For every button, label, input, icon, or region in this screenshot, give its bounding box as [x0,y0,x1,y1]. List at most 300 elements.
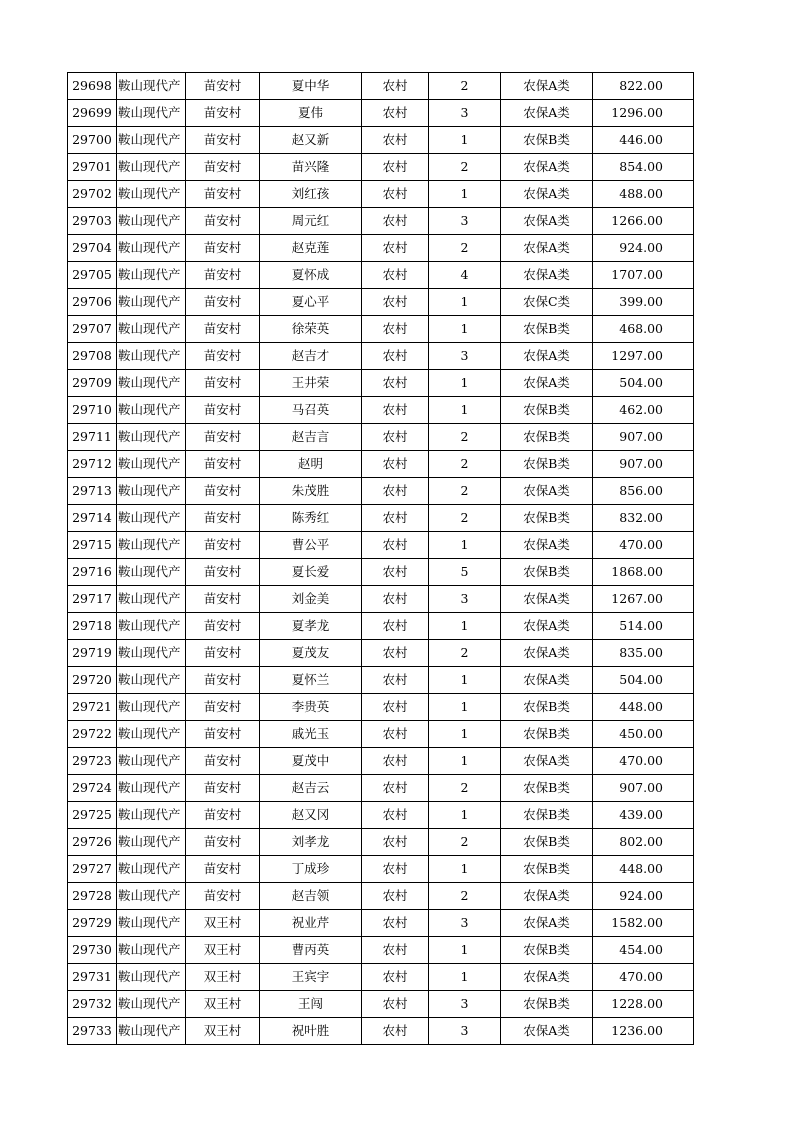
village-cell: 苗安村 [186,829,260,856]
record-id-cell: 29715 [68,532,117,559]
amount-cell: 514.00 [593,613,694,640]
amount-cell: 504.00 [593,667,694,694]
amount-cell: 1267.00 [593,586,694,613]
household-type-cell: 农村 [362,802,429,829]
subsidy-table [67,72,694,1045]
table-row [68,721,694,748]
household-type-cell: 农村 [362,100,429,127]
record-id-cell: 29730 [68,937,117,964]
village-cell: 苗安村 [186,235,260,262]
category-cell: 农保B类 [501,937,593,964]
record-id-cell: 29714 [68,505,117,532]
name-cell: 祝业芹 [260,910,362,937]
name-cell: 朱茂胜 [260,478,362,505]
household-type-cell: 农村 [362,991,429,1018]
household-type-cell: 农村 [362,910,429,937]
record-id-cell: 29701 [68,154,117,181]
name-cell: 赵吉云 [260,775,362,802]
village-cell: 苗安村 [186,343,260,370]
category-cell: 农保B类 [501,694,593,721]
record-id-cell: 29722 [68,721,117,748]
record-id-cell: 29713 [68,478,117,505]
amount-cell: 832.00 [593,505,694,532]
household-type-cell: 农村 [362,613,429,640]
amount-cell: 907.00 [593,451,694,478]
category-cell: 农保A类 [501,100,593,127]
category-cell: 农保A类 [501,235,593,262]
member-count-cell: 1 [429,370,501,397]
table-row [68,586,694,613]
amount-cell: 399.00 [593,289,694,316]
member-count-cell: 3 [429,586,501,613]
member-count-cell: 2 [429,73,501,100]
name-cell: 丁成珍 [260,856,362,883]
household-type-cell: 农村 [362,667,429,694]
member-count-cell: 1 [429,613,501,640]
table-row [68,100,694,127]
record-id-cell: 29703 [68,208,117,235]
amount-cell: 448.00 [593,856,694,883]
name-cell: 赵明 [260,451,362,478]
member-count-cell: 1 [429,721,501,748]
name-cell: 李贵英 [260,694,362,721]
category-cell: 农保A类 [501,640,593,667]
region-cell: 鞍山现代产 [117,262,186,289]
record-id-cell: 29729 [68,910,117,937]
table-row [68,478,694,505]
record-id-cell: 29719 [68,640,117,667]
category-cell: 农保B类 [501,856,593,883]
household-type-cell: 农村 [362,154,429,181]
table-row [68,235,694,262]
village-cell: 双王村 [186,1018,260,1045]
category-cell: 农保B类 [501,559,593,586]
region-cell: 鞍山现代产 [117,343,186,370]
table-row [68,694,694,721]
village-cell: 苗安村 [186,316,260,343]
household-type-cell: 农村 [362,964,429,991]
region-cell: 鞍山现代产 [117,694,186,721]
category-cell: 农保A类 [501,883,593,910]
category-cell: 农保B类 [501,451,593,478]
name-cell: 夏心平 [260,289,362,316]
category-cell: 农保B类 [501,397,593,424]
amount-cell: 1868.00 [593,559,694,586]
record-id-cell: 29727 [68,856,117,883]
name-cell: 赵吉言 [260,424,362,451]
village-cell: 苗安村 [186,505,260,532]
category-cell: 农保A类 [501,964,593,991]
name-cell: 王闯 [260,991,362,1018]
household-type-cell: 农村 [362,451,429,478]
household-type-cell: 农村 [362,937,429,964]
village-cell: 苗安村 [186,532,260,559]
amount-cell: 454.00 [593,937,694,964]
name-cell: 赵吉领 [260,883,362,910]
village-cell: 苗安村 [186,127,260,154]
region-cell: 鞍山现代产 [117,127,186,154]
member-count-cell: 1 [429,289,501,316]
village-cell: 苗安村 [186,883,260,910]
household-type-cell: 农村 [362,505,429,532]
member-count-cell: 2 [429,424,501,451]
village-cell: 苗安村 [186,424,260,451]
region-cell: 鞍山现代产 [117,1018,186,1045]
amount-cell: 470.00 [593,964,694,991]
record-id-cell: 29717 [68,586,117,613]
record-id-cell: 29699 [68,100,117,127]
table-row [68,667,694,694]
amount-cell: 470.00 [593,532,694,559]
category-cell: 农保A类 [501,478,593,505]
region-cell: 鞍山现代产 [117,991,186,1018]
region-cell: 鞍山现代产 [117,829,186,856]
region-cell: 鞍山现代产 [117,208,186,235]
region-cell: 鞍山现代产 [117,316,186,343]
category-cell: 农保B类 [501,316,593,343]
region-cell: 鞍山现代产 [117,559,186,586]
member-count-cell: 2 [429,235,501,262]
village-cell: 苗安村 [186,856,260,883]
name-cell: 王井荣 [260,370,362,397]
record-id-cell: 29723 [68,748,117,775]
member-count-cell: 1 [429,964,501,991]
category-cell: 农保A类 [501,370,593,397]
name-cell: 刘孝龙 [260,829,362,856]
household-type-cell: 农村 [362,127,429,154]
village-cell: 苗安村 [186,154,260,181]
region-cell: 鞍山现代产 [117,505,186,532]
household-type-cell: 农村 [362,370,429,397]
name-cell: 赵又冈 [260,802,362,829]
table-row [68,883,694,910]
village-cell: 苗安村 [186,289,260,316]
amount-cell: 1236.00 [593,1018,694,1045]
table-row [68,316,694,343]
region-cell: 鞍山现代产 [117,73,186,100]
region-cell: 鞍山现代产 [117,289,186,316]
name-cell: 赵吉才 [260,343,362,370]
member-count-cell: 1 [429,316,501,343]
member-count-cell: 3 [429,208,501,235]
member-count-cell: 1 [429,667,501,694]
table-row [68,802,694,829]
record-id-cell: 29712 [68,451,117,478]
household-type-cell: 农村 [362,532,429,559]
village-cell: 苗安村 [186,748,260,775]
amount-cell: 835.00 [593,640,694,667]
name-cell: 祝叶胜 [260,1018,362,1045]
amount-cell: 470.00 [593,748,694,775]
region-cell: 鞍山现代产 [117,532,186,559]
amount-cell: 802.00 [593,829,694,856]
household-type-cell: 农村 [362,829,429,856]
member-count-cell: 2 [429,505,501,532]
table-row [68,1018,694,1045]
amount-cell: 1266.00 [593,208,694,235]
household-type-cell: 农村 [362,640,429,667]
household-type-cell: 农村 [362,1018,429,1045]
amount-cell: 446.00 [593,127,694,154]
name-cell: 马召英 [260,397,362,424]
record-id-cell: 29724 [68,775,117,802]
category-cell: 农保B类 [501,802,593,829]
record-id-cell: 29705 [68,262,117,289]
category-cell: 农保A类 [501,910,593,937]
member-count-cell: 1 [429,127,501,154]
name-cell: 夏孝龙 [260,613,362,640]
record-id-cell: 29726 [68,829,117,856]
record-id-cell: 29718 [68,613,117,640]
name-cell: 苗兴隆 [260,154,362,181]
region-cell: 鞍山现代产 [117,910,186,937]
category-cell: 农保B类 [501,127,593,154]
name-cell: 周元红 [260,208,362,235]
member-count-cell: 2 [429,451,501,478]
table-row [68,208,694,235]
category-cell: 农保A类 [501,748,593,775]
household-type-cell: 农村 [362,397,429,424]
record-id-cell: 29716 [68,559,117,586]
village-cell: 苗安村 [186,370,260,397]
household-type-cell: 农村 [362,316,429,343]
village-cell: 苗安村 [186,262,260,289]
category-cell: 农保A类 [501,262,593,289]
region-cell: 鞍山现代产 [117,721,186,748]
village-cell: 苗安村 [186,640,260,667]
member-count-cell: 1 [429,748,501,775]
household-type-cell: 农村 [362,289,429,316]
household-type-cell: 农村 [362,748,429,775]
region-cell: 鞍山现代产 [117,640,186,667]
category-cell: 农保B类 [501,721,593,748]
household-type-cell: 农村 [362,343,429,370]
category-cell: 农保A类 [501,208,593,235]
region-cell: 鞍山现代产 [117,235,186,262]
village-cell: 双王村 [186,964,260,991]
village-cell: 苗安村 [186,775,260,802]
household-type-cell: 农村 [362,478,429,505]
household-type-cell: 农村 [362,73,429,100]
village-cell: 苗安村 [186,721,260,748]
category-cell: 农保A类 [501,667,593,694]
table-row [68,532,694,559]
table-row [68,910,694,937]
table-row [68,451,694,478]
region-cell: 鞍山现代产 [117,667,186,694]
table-row [68,856,694,883]
member-count-cell: 1 [429,937,501,964]
village-cell: 苗安村 [186,694,260,721]
name-cell: 刘红孩 [260,181,362,208]
amount-cell: 924.00 [593,883,694,910]
record-id-cell: 29733 [68,1018,117,1045]
member-count-cell: 2 [429,478,501,505]
record-id-cell: 29731 [68,964,117,991]
amount-cell: 504.00 [593,370,694,397]
village-cell: 苗安村 [186,73,260,100]
village-cell: 苗安村 [186,208,260,235]
member-count-cell: 1 [429,397,501,424]
household-type-cell: 农村 [362,694,429,721]
name-cell: 曹丙英 [260,937,362,964]
member-count-cell: 1 [429,856,501,883]
member-count-cell: 3 [429,100,501,127]
table-row [68,775,694,802]
category-cell: 农保A类 [501,343,593,370]
table-row [68,127,694,154]
name-cell: 赵又新 [260,127,362,154]
member-count-cell: 3 [429,1018,501,1045]
village-cell: 苗安村 [186,667,260,694]
village-cell: 苗安村 [186,100,260,127]
record-id-cell: 29728 [68,883,117,910]
table-row [68,505,694,532]
member-count-cell: 3 [429,910,501,937]
member-count-cell: 2 [429,154,501,181]
category-cell: 农保B类 [501,505,593,532]
name-cell: 夏中华 [260,73,362,100]
record-id-cell: 29732 [68,991,117,1018]
amount-cell: 450.00 [593,721,694,748]
name-cell: 戚光玉 [260,721,362,748]
name-cell: 徐荣英 [260,316,362,343]
name-cell: 刘金美 [260,586,362,613]
category-cell: 农保A类 [501,154,593,181]
record-id-cell: 29698 [68,73,117,100]
table-row [68,343,694,370]
member-count-cell: 3 [429,991,501,1018]
member-count-cell: 1 [429,694,501,721]
table-row [68,370,694,397]
village-cell: 苗安村 [186,397,260,424]
record-id-cell: 29725 [68,802,117,829]
table-row [68,829,694,856]
record-id-cell: 29710 [68,397,117,424]
village-cell: 双王村 [186,991,260,1018]
record-id-cell: 29711 [68,424,117,451]
household-type-cell: 农村 [362,559,429,586]
region-cell: 鞍山现代产 [117,154,186,181]
region-cell: 鞍山现代产 [117,370,186,397]
amount-cell: 1297.00 [593,343,694,370]
category-cell: 农保B类 [501,991,593,1018]
table-row [68,262,694,289]
amount-cell: 1582.00 [593,910,694,937]
household-type-cell: 农村 [362,424,429,451]
household-type-cell: 农村 [362,208,429,235]
amount-cell: 854.00 [593,154,694,181]
region-cell: 鞍山现代产 [117,964,186,991]
category-cell: 农保A类 [501,73,593,100]
table-row [68,640,694,667]
record-id-cell: 29706 [68,289,117,316]
member-count-cell: 2 [429,829,501,856]
amount-cell: 1228.00 [593,991,694,1018]
amount-cell: 907.00 [593,424,694,451]
table-row [68,73,694,100]
amount-cell: 907.00 [593,775,694,802]
table-row [68,991,694,1018]
table-row [68,964,694,991]
record-id-cell: 29707 [68,316,117,343]
category-cell: 农保A类 [501,586,593,613]
name-cell: 夏茂友 [260,640,362,667]
amount-cell: 468.00 [593,316,694,343]
region-cell: 鞍山现代产 [117,613,186,640]
table-row [68,937,694,964]
household-type-cell: 农村 [362,235,429,262]
household-type-cell: 农村 [362,262,429,289]
name-cell: 陈秀红 [260,505,362,532]
category-cell: 农保B类 [501,829,593,856]
record-id-cell: 29721 [68,694,117,721]
record-id-cell: 29704 [68,235,117,262]
household-type-cell: 农村 [362,721,429,748]
record-id-cell: 29708 [68,343,117,370]
category-cell: 农保A类 [501,532,593,559]
record-id-cell: 29702 [68,181,117,208]
village-cell: 苗安村 [186,802,260,829]
category-cell: 农保A类 [501,613,593,640]
table-row [68,154,694,181]
household-type-cell: 农村 [362,856,429,883]
village-cell: 苗安村 [186,451,260,478]
region-cell: 鞍山现代产 [117,937,186,964]
table-row [68,424,694,451]
category-cell: 农保A类 [501,181,593,208]
name-cell: 夏茂中 [260,748,362,775]
region-cell: 鞍山现代产 [117,424,186,451]
record-id-cell: 29709 [68,370,117,397]
record-id-cell: 29700 [68,127,117,154]
amount-cell: 1707.00 [593,262,694,289]
household-type-cell: 农村 [362,775,429,802]
record-id-cell: 29720 [68,667,117,694]
region-cell: 鞍山现代产 [117,748,186,775]
amount-cell: 448.00 [593,694,694,721]
member-count-cell: 2 [429,775,501,802]
region-cell: 鞍山现代产 [117,181,186,208]
region-cell: 鞍山现代产 [117,586,186,613]
name-cell: 夏怀兰 [260,667,362,694]
name-cell: 夏怀成 [260,262,362,289]
village-cell: 苗安村 [186,478,260,505]
village-cell: 苗安村 [186,559,260,586]
village-cell: 苗安村 [186,613,260,640]
region-cell: 鞍山现代产 [117,775,186,802]
member-count-cell: 5 [429,559,501,586]
region-cell: 鞍山现代产 [117,451,186,478]
village-cell: 苗安村 [186,181,260,208]
household-type-cell: 农村 [362,883,429,910]
household-type-cell: 农村 [362,586,429,613]
amount-cell: 488.00 [593,181,694,208]
document-page [67,72,693,1045]
amount-cell: 822.00 [593,73,694,100]
amount-cell: 924.00 [593,235,694,262]
member-count-cell: 3 [429,343,501,370]
name-cell: 夏长爱 [260,559,362,586]
name-cell: 夏伟 [260,100,362,127]
region-cell: 鞍山现代产 [117,397,186,424]
table-row [68,397,694,424]
amount-cell: 856.00 [593,478,694,505]
name-cell: 赵克莲 [260,235,362,262]
category-cell: 农保C类 [501,289,593,316]
table-row [68,748,694,775]
member-count-cell: 1 [429,802,501,829]
